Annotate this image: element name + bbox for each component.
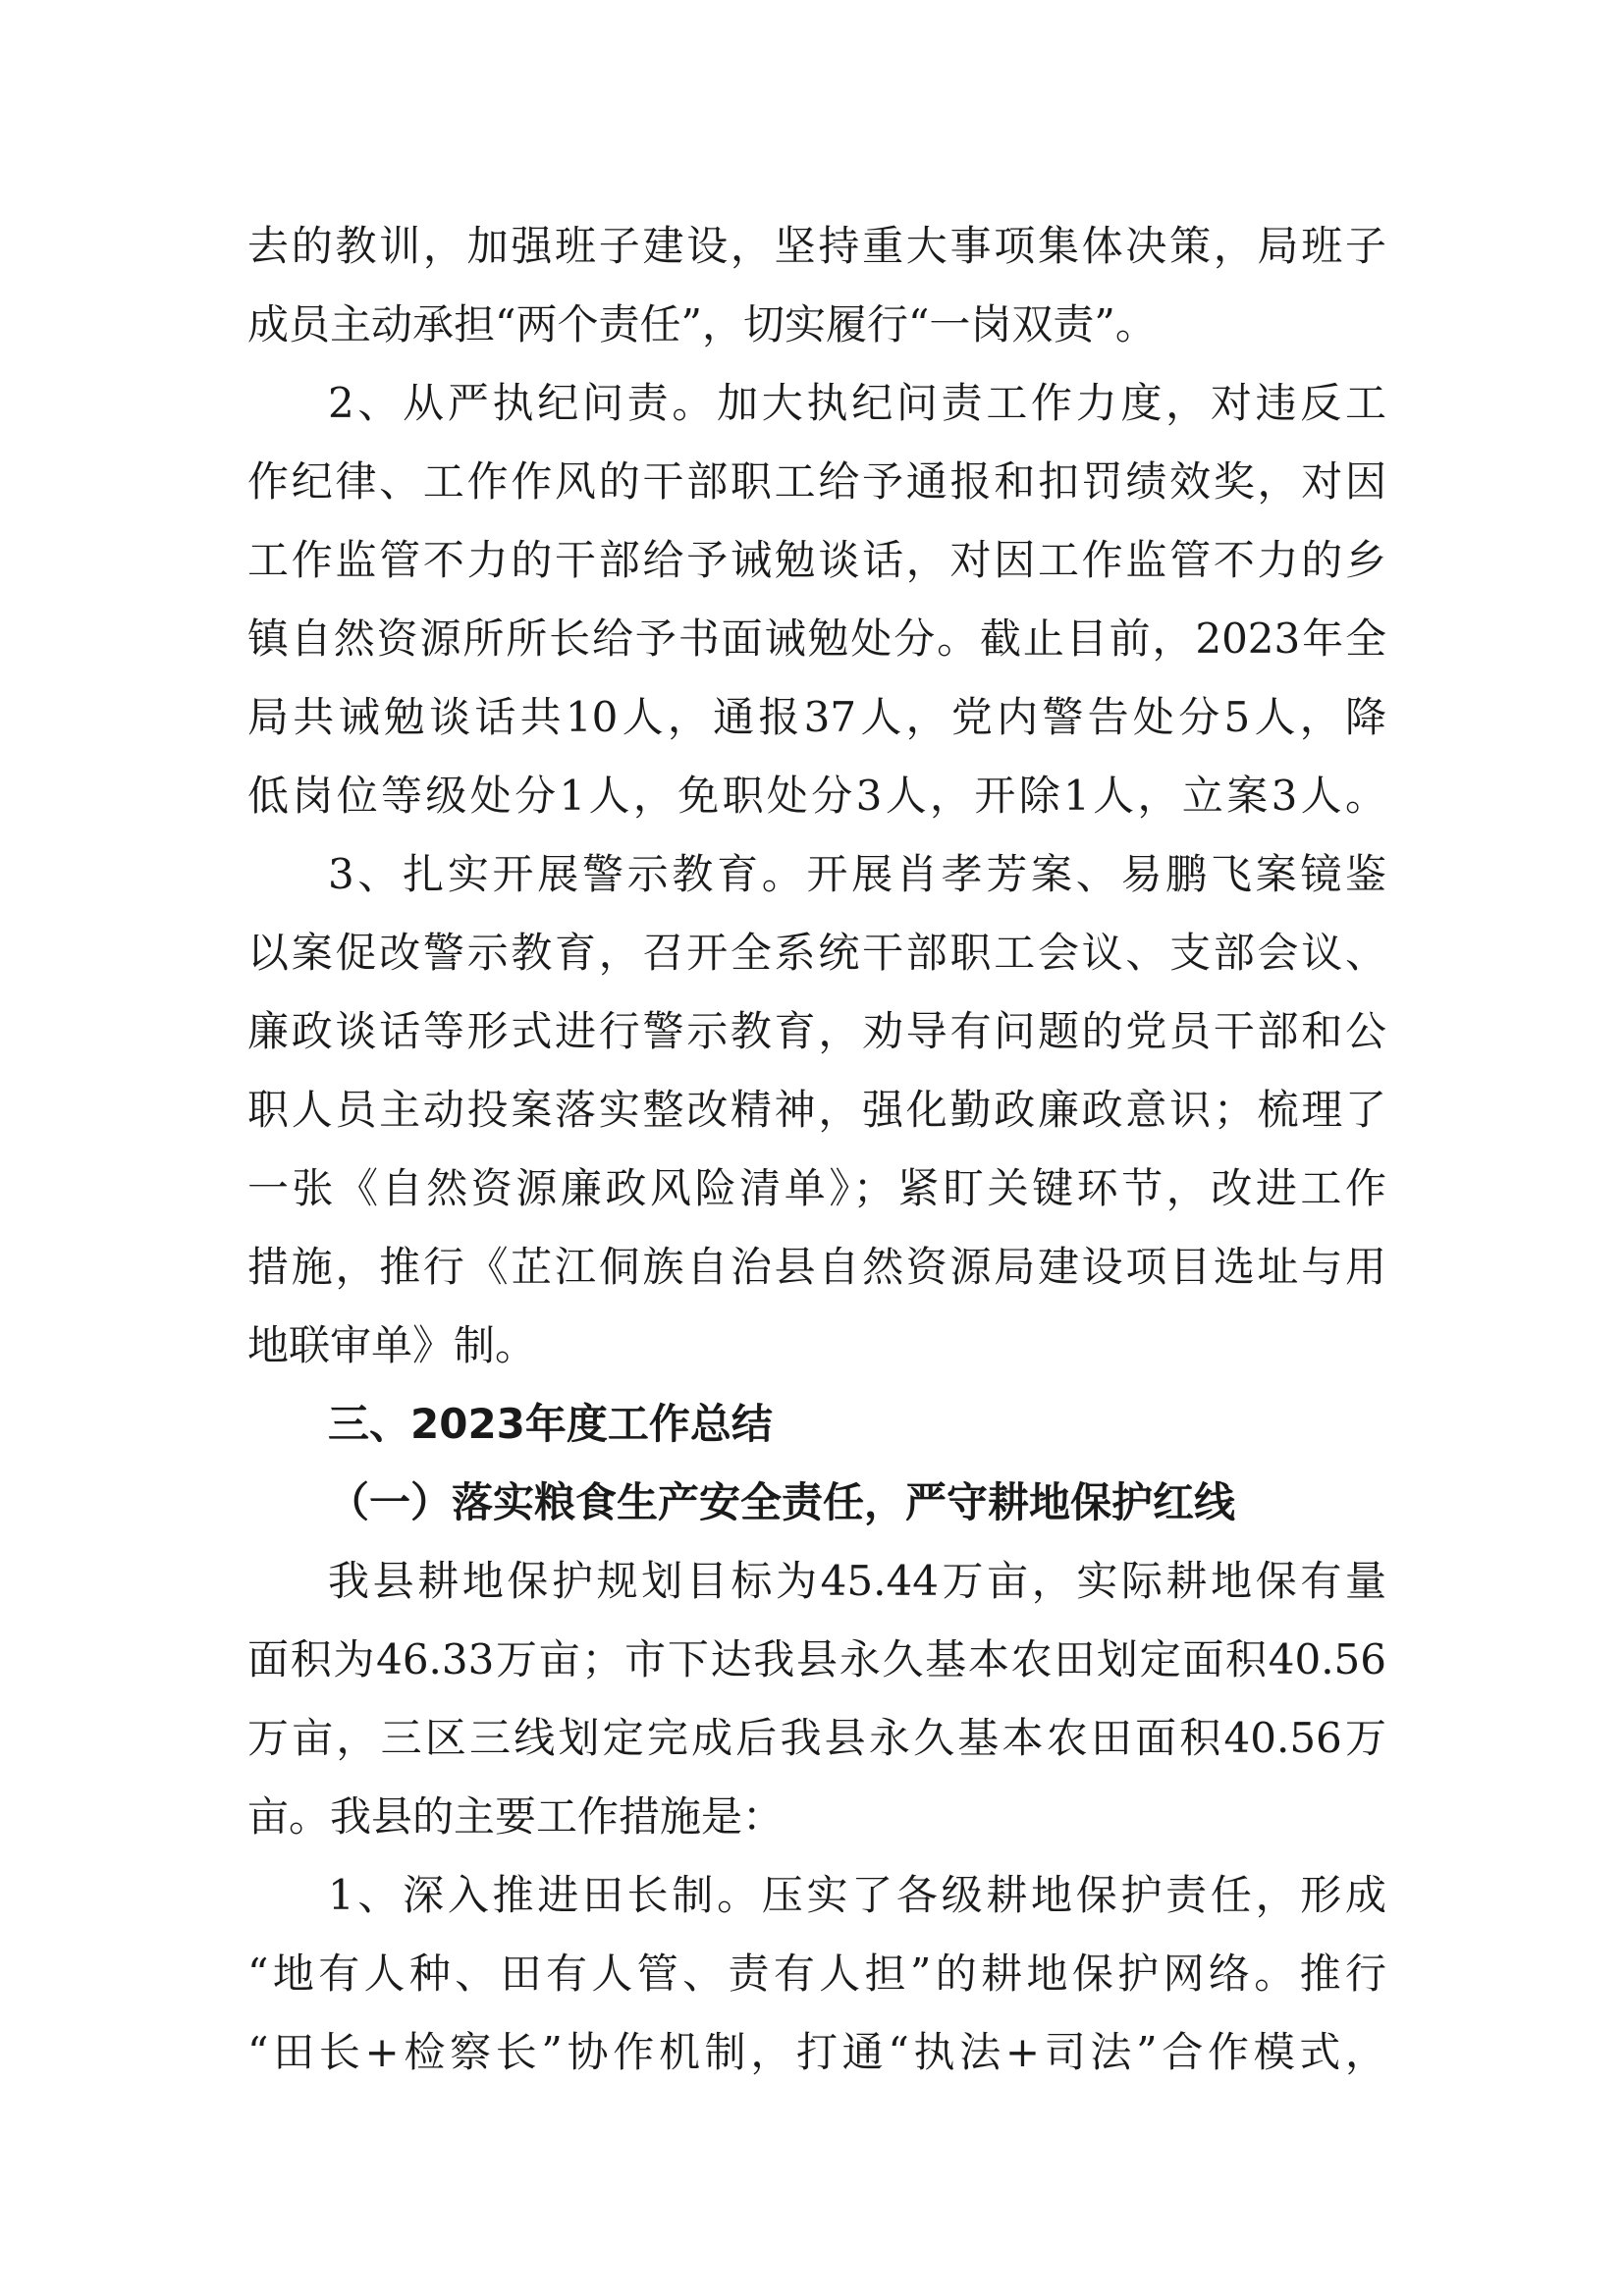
paragraph-line: 1、深入推进田长制。压实了各级耕地保护责任，形成 [328, 1871, 1386, 1919]
paragraph-line: 以案促改警示教育，召开全系统干部职工会议、支部会议、 [247, 929, 1386, 977]
paragraph-line: “田长+检察长”协作机制，打通“执法+司法”合作模式， [247, 2028, 1386, 2076]
paragraph-line: 低岗位等级处分1人，免职处分3人，开除1人，立案3人。 [247, 772, 1386, 820]
paragraph-line: 措施，推行《芷江侗族自治县自然资源局建设项目选址与用 [247, 1243, 1386, 1291]
paragraph-line: 亩。我县的主要工作措施是： [247, 1792, 785, 1841]
paragraph-line: 作纪律、工作作风的干部职工给予通报和扣罚绩效奖，对因 [247, 457, 1386, 506]
paragraph-line: 局共诫勉谈话共10人，通报37人，党内警告处分5人，降 [247, 693, 1386, 741]
paragraph-line: 去的教训，加强班子建设，坚持重大事项集体决策，局班子 [247, 222, 1386, 270]
paragraph-line: 2、从严执纪问责。加大执纪问责工作力度，对违反工 [328, 379, 1386, 427]
paragraph-line: 3、扎实开展警示教育。开展肖孝芳案、易鹏飞案镜鉴 [328, 850, 1386, 898]
subsection-heading: （一）落实粮食生产安全责任，严守耕地保护红线 [328, 1478, 1236, 1526]
paragraph-line: 成员主动承担“两个责任”，切实履行“一岗双责”。 [247, 300, 1157, 348]
paragraph-line: 工作监管不力的干部给予诫勉谈话，对因工作监管不力的乡 [247, 536, 1386, 584]
paragraph-line: 一张《自然资源廉政风险清单》；紧盯关键环节，改进工作 [247, 1164, 1386, 1212]
paragraph-line: 面积为46.33万亩；市下达我县永久基本农田划定面积40.56 [247, 1635, 1386, 1683]
paragraph-line: 廉政谈话等形式进行警示教育，劝导有问题的党员干部和公 [247, 1007, 1386, 1055]
paragraph-line: 职人员主动投案落实整改精神，强化勤政廉政意识；梳理了 [247, 1086, 1386, 1134]
paragraph-line: 万亩，三区三线划定完成后我县永久基本农田面积40.56万 [247, 1714, 1386, 1762]
paragraph-line: 镇自然资源所所长给予书面诫勉处分。截止目前，2023年全 [247, 614, 1386, 663]
section-heading: 三、2023年度工作总结 [328, 1400, 773, 1448]
paragraph-line: 我县耕地保护规划目标为45.44万亩，实际耕地保有量 [328, 1557, 1386, 1605]
paragraph-line: 地联审单》制。 [247, 1321, 537, 1369]
paragraph-line: “地有人种、田有人管、责有人担”的耕地保护网络。推行 [247, 1949, 1386, 1998]
